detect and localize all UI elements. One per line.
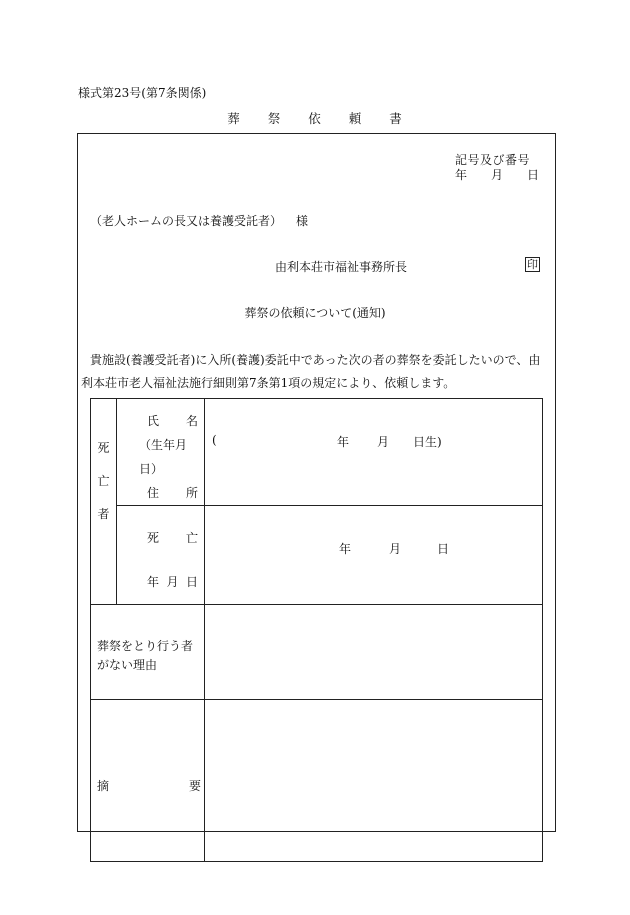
body-text-line-1: 貴施設(養護受託者)に入所(養護)委託中であった次の者の葬祭を委託したいので、由: [90, 353, 541, 367]
issue-year-char: 年: [455, 168, 468, 182]
issue-date-row: [455, 166, 539, 183]
birth-year-char: 年: [337, 435, 350, 449]
issue-month-char: 月: [490, 168, 503, 182]
deceased-char-2: 亡: [97, 473, 110, 488]
reason-label-line-2: がない理由: [97, 658, 158, 672]
death-label: 死 亡: [147, 531, 198, 545]
sender-name: 由利本荘市福祉事務所長: [275, 260, 408, 274]
name-birth-address-label-cell: [117, 399, 205, 506]
birth-open-paren: (: [212, 433, 217, 447]
summary-label: 摘 要: [97, 779, 201, 793]
summary-label-cell: [91, 700, 205, 862]
address-label: 住 所: [147, 486, 198, 500]
addressee-text: （老人ホームの長又は養護受託者）: [90, 214, 283, 228]
table-row: [91, 399, 543, 506]
reason-label-cell: [91, 605, 205, 700]
death-date-chars: 年 月 日: [147, 575, 198, 589]
birth-day-char: 日生): [413, 435, 442, 449]
table-row: [91, 700, 543, 862]
seal-mark: 印: [527, 258, 538, 271]
reason-label-line-1: 葬祭をとり行う者: [97, 639, 194, 653]
deceased-char-3: 者: [97, 506, 110, 521]
deceased-label-cell: [91, 399, 117, 605]
addressee-honorific: 様: [296, 214, 309, 228]
addressee-line: [90, 212, 308, 229]
subject-line: 葬祭の依頼について(通知): [244, 306, 386, 320]
death-year-char: 年: [339, 542, 352, 556]
table-row: [91, 605, 543, 700]
name-birth-address-field[interactable]: [205, 399, 543, 506]
death-date-field[interactable]: [205, 506, 543, 605]
deceased-char-1: 死: [97, 440, 110, 455]
deceased-info-table: [90, 398, 543, 862]
summary-field[interactable]: [205, 700, 543, 862]
form-number-label: 様式第23号(第7条関係): [78, 86, 207, 100]
death-date-label-cell: [117, 506, 205, 605]
reference-number-label: 記号及び番号: [455, 153, 531, 167]
issue-day-char: 日: [526, 168, 539, 182]
death-day-char: 日: [437, 542, 450, 556]
table-row: [91, 506, 543, 605]
name-label: 氏 名: [147, 414, 198, 428]
reason-field[interactable]: [205, 605, 543, 700]
birth-date-label: （生年月日）: [139, 438, 188, 476]
death-month-char: 月: [389, 542, 402, 556]
birth-month-char: 月: [377, 435, 390, 449]
body-text-line-2: 利本荘市老人福祉法施行細則第7条第1項の規定により、依頼します。: [81, 376, 456, 390]
document-title: 葬 祭 依 頼 書: [227, 111, 403, 126]
